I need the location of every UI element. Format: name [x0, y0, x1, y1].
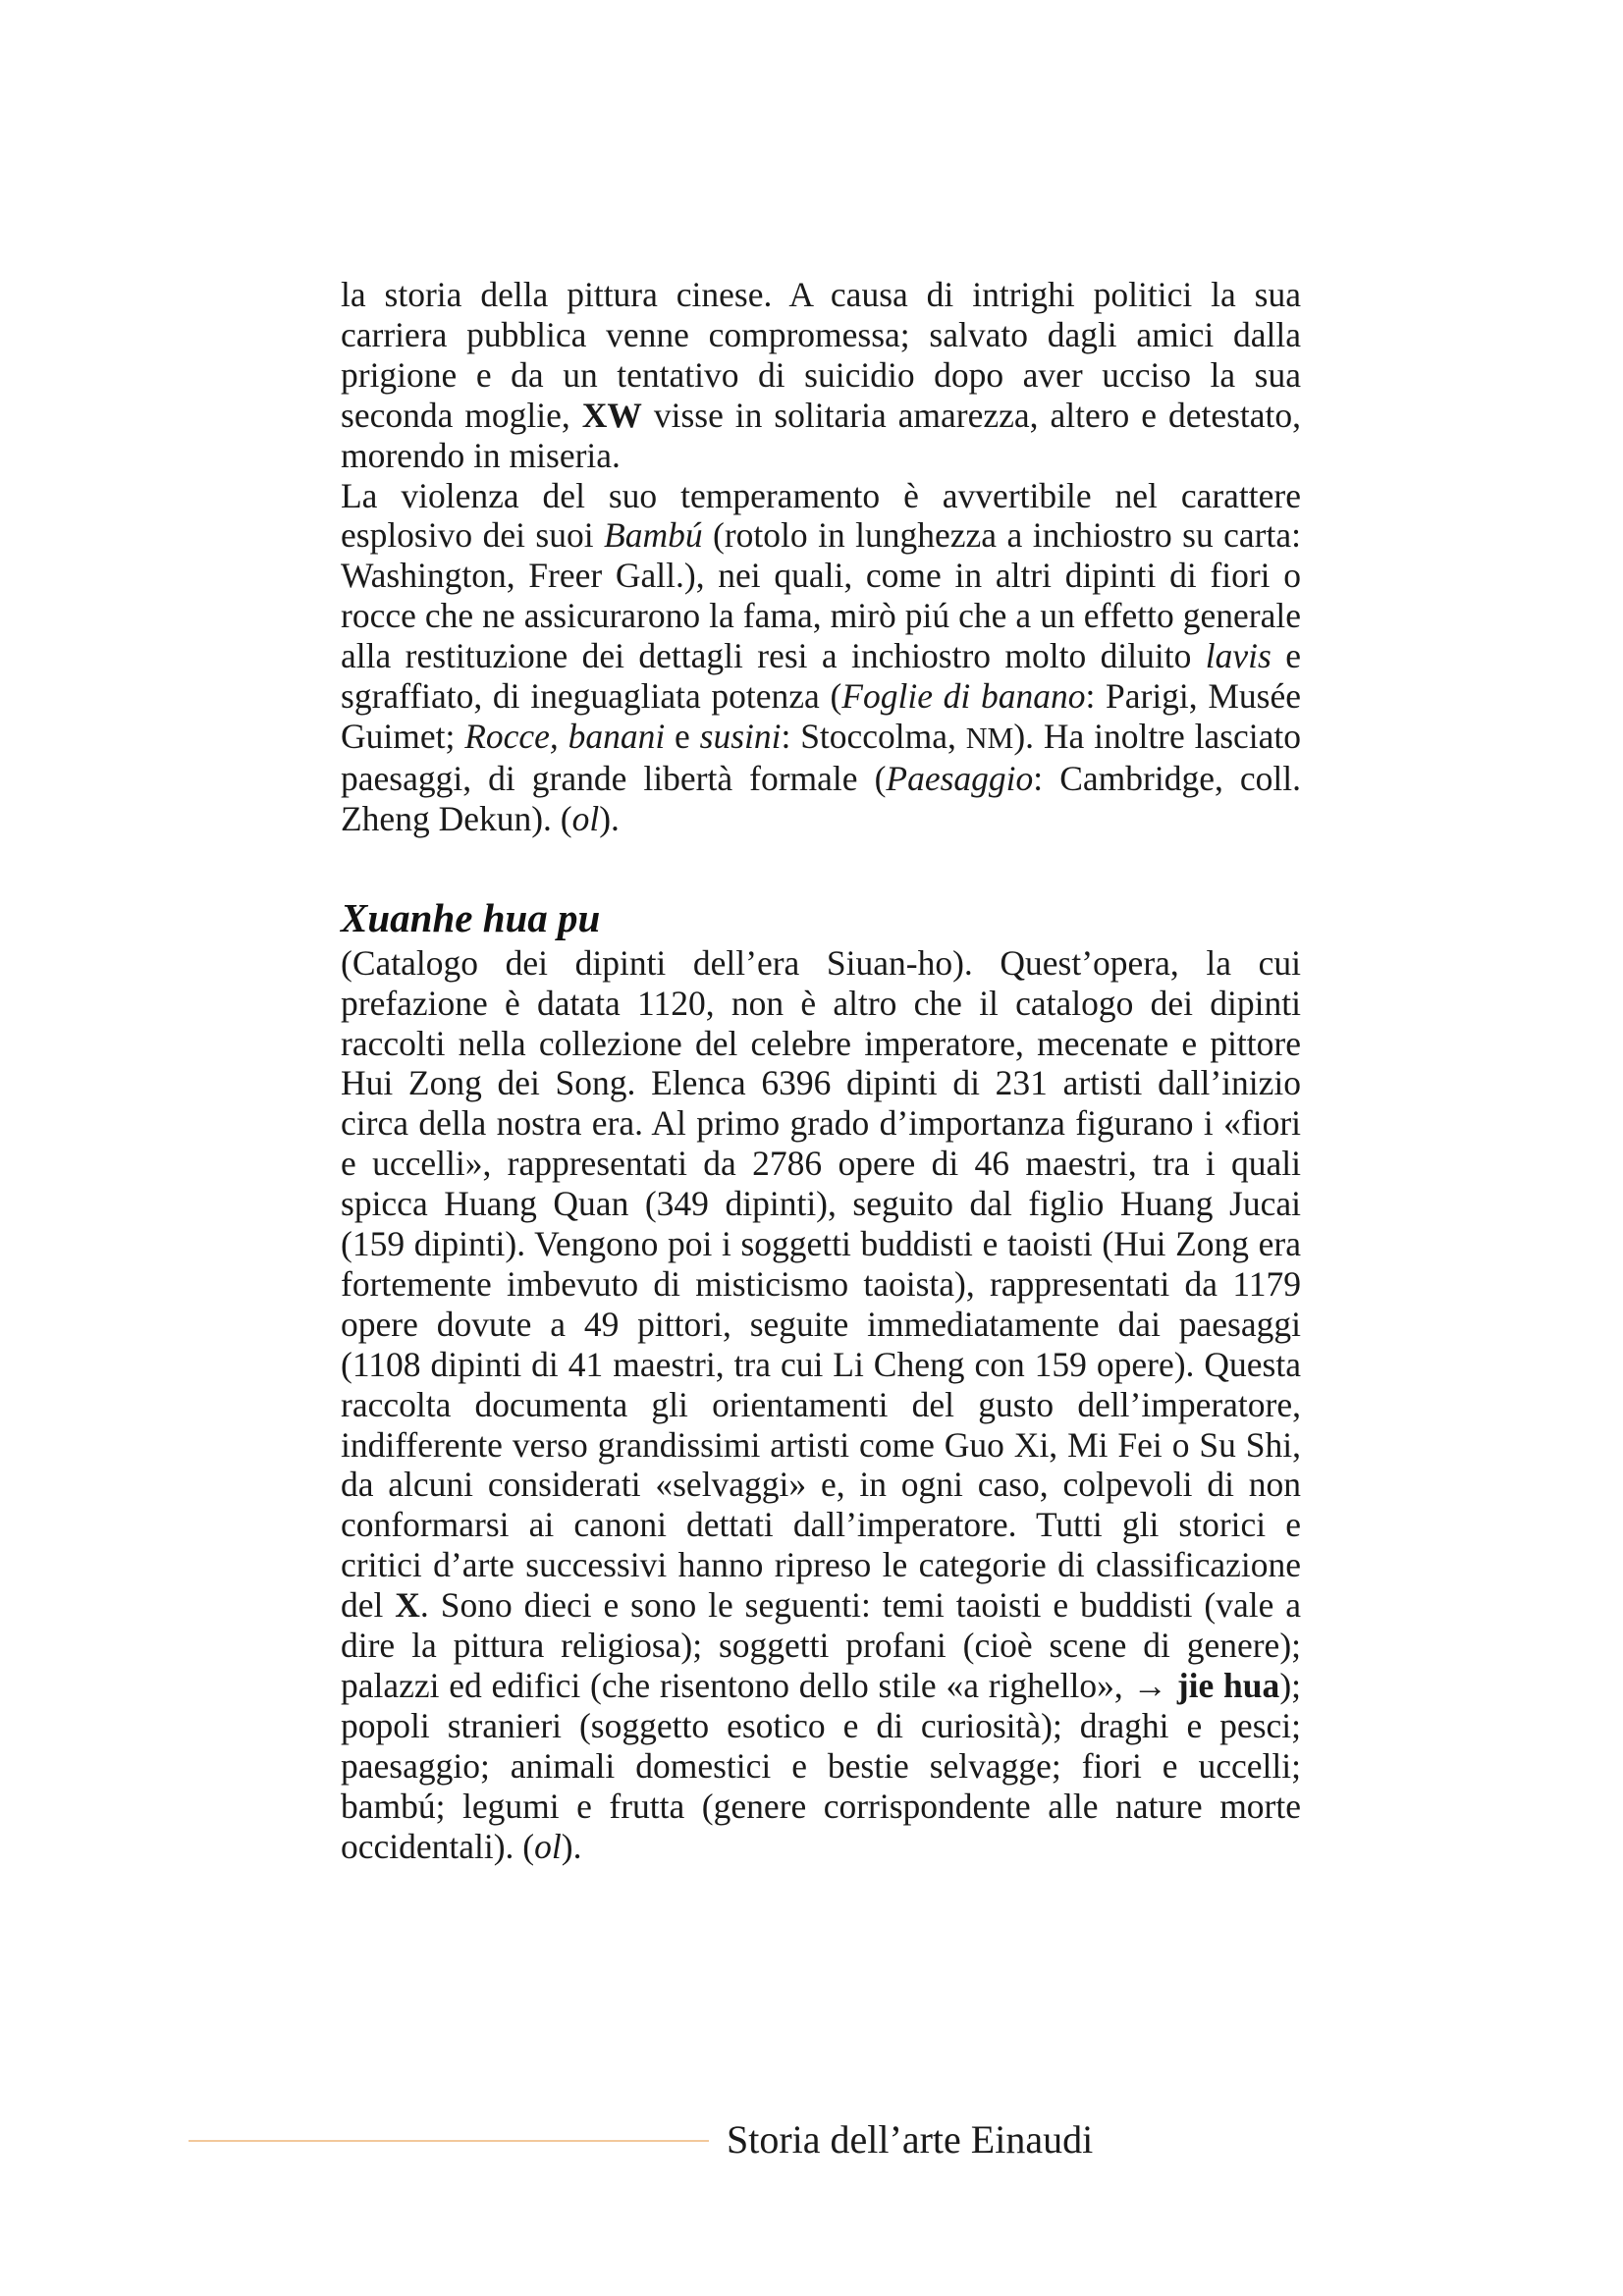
cross-reference: XW: [581, 395, 642, 435]
text-run: ).: [561, 1826, 582, 1866]
artwork-title: Foglie di banano: [841, 676, 1086, 717]
section-gap: [341, 839, 1301, 892]
footer-publisher: Storia dell’arte Einaudi: [727, 2117, 1094, 2162]
page-content: [341, 275, 1301, 1867]
entry-title: Xuanhe hua pu: [341, 894, 601, 940]
author-initials: ol: [534, 1826, 562, 1866]
artwork-title: susini: [699, 716, 782, 756]
artwork-title: Bambú: [604, 515, 703, 556]
text-run: e sgraffiato, di ineguagliata potenza (: [341, 636, 1301, 717]
text-run: (Catalogo dei dipinti dell’era Siuan-ho). Quest’opera, la cui prefazione è datata 1120, non è altro che il catalogo dei dipinti raccolti nella collezione del celebre imperatore, mecenate e pittore Hui Zong dei Song. Elenca 6396 dipinti di 231 artisti dall’inizio circa della nostra era. Al primo grado d’importanza figurano i «fiori e uccelli», rappresentati da 2786 opere di 46 maestri, tra i quali spicca Huang Quan (349 dipinti), seguito dal figlio Huang Jucai (159 dipinti). Vengono poi i soggetti buddisti e taoisti (Hui Zong era fortemente imbevuto di misticismo taoista), rappresentati da 1179 opere dovute a 49 pittori, seguite immediatamente dai paesaggi (1108 dipinti di 41 maestri, tra cui Li Cheng con 159 opere). Questa raccolta documenta gli orientamenti del gusto dell’imperatore, indifferente verso grandissimi artisti come Guo Xi, Mi Fei o Su Shi, da alcuni considerati «selvaggi» e, in ogni caso, colpevoli di non conformarsi ai canoni dettati dall’imperatore. Tutti gli storici e critici d’arte successivi hanno ripreso le categorie di classificazione del: [341, 942, 1301, 1626]
museum-abbreviation: NM: [965, 721, 1014, 755]
entry-body: [341, 943, 1301, 1867]
text-run: La violenza del suo temperamento è avvertibile nel carattere esplosivo dei suoi: [341, 475, 1301, 556]
text-run: (rotolo in lunghezza a inchiostro su carta: Washington, Freer Gall.), nei quali, come in altri dipinti di fiori o rocce che ne assicurarono la fama, mirò piú che a un effetto generale alla restituzione dei dettagli resi a inchiostro molto diluito: [341, 515, 1301, 676]
text-run: e: [665, 716, 700, 756]
cross-reference-link[interactable]: jie hua: [1176, 1666, 1280, 1705]
text-run: : Parigi, Musée Guimet;: [341, 676, 1301, 756]
artwork-title: Paesaggio: [886, 758, 1034, 798]
text-run: visse in solitaria amarezza, altero e detestato, morendo in miseria.: [341, 395, 1302, 475]
artwork-title: Rocce, banani: [464, 716, 666, 756]
text-run: : Stoccolma,: [781, 716, 966, 756]
text-run: ); popoli stranieri (soggetto esotico e di curiosità); draghi e pesci; paesaggio; animali domestici e bestie selvagge; fiori e uccelli; bambú; legumi e frutta (genere corrispondente alle nature morte occidentali). (: [341, 1666, 1301, 1866]
paragraph-2: [341, 476, 1301, 839]
cross-reference: X: [395, 1585, 420, 1626]
technique-term: lavis: [1205, 636, 1271, 676]
paragraph-1: [341, 275, 1301, 476]
text-run: . Sono dieci e sono le seguenti: temi taoisti e buddisti (vale a dire la pittura religiosa); soggetti profani (cioè scene di genere); palazzi ed edifici (che risentono dello stile «a righello»,: [341, 1585, 1301, 1705]
text-run: : Cambridge, coll. Zheng Dekun). (: [341, 758, 1301, 838]
author-initials: ol: [571, 798, 600, 838]
text-run: ).: [599, 798, 620, 838]
text-run: ). Ha inoltre lasciato paesaggi, di grande libertà formale (: [341, 716, 1302, 798]
arrow-icon: →: [1132, 1666, 1168, 1705]
footer-divider: [189, 2140, 709, 2142]
text-run: la storia della pittura cinese. A causa di intrighi politici la sua carriera pubblica venne compromessa; salvato dagli amici dalla prigione e da un tentativo di suicidio dopo aver ucciso la sua seconda moglie,: [341, 275, 1301, 435]
